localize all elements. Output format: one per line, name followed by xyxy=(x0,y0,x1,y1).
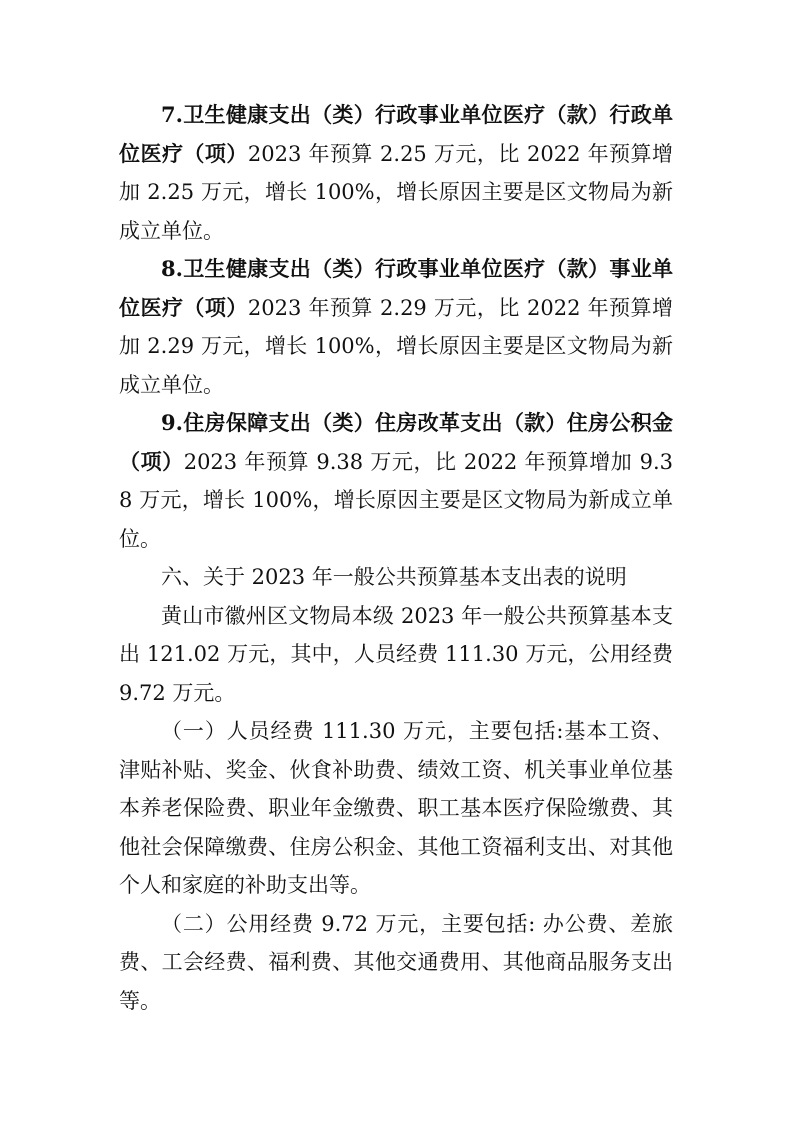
item-9-body: 2023 年预算 9.38 万元，比 2022 年预算增加 9.38 万元，增长 100%，增长原因主要是区文物局为新成立单位。 xyxy=(119,449,674,551)
item-8-paragraph xyxy=(119,250,673,404)
item-8-lead: 8.卫生健康支出（类）行政事业单位医疗（款）事业单位医疗（项） xyxy=(119,256,673,320)
item-9-lead: 9.住房保障支出（类）住房改革支出（款）住房公积金（项） xyxy=(119,410,673,474)
item-9-paragraph xyxy=(119,404,673,558)
public-expenses-paragraph: （二）公用经费 9.72 万元，主要包括: 办公费、差旅费、工会经费、福利费、其他交通费用、其他商品服务支出等。 xyxy=(119,911,673,1013)
section-six-heading: 六、关于 2023 年一般公共预算基本支出表的说明 xyxy=(161,565,627,589)
item-7-body: 2023 年预算 2.25 万元，比 2022 年预算增加 2.25 万元，增长 100%，增长原因主要是区文物局为新成立单位。 xyxy=(119,141,673,243)
item-8-body: 2023 年预算 2.29 万元，比 2022 年预算增加 2.29 万元，增长 100%，增长原因主要是区文物局为新成立单位。 xyxy=(119,295,673,397)
personnel-expenses-paragraph: （一）人员经费 111.30 万元，主要包括:基本工资、津贴补贴、奖金、伙食补助费、绩效工资、机关事业单位基本养老保险费、职业年金缴费、职工基本医疗保险缴费、其他社会保障缴费、住房公积金、其他工资福利支出、对其他个人和家庭的补助支出等。 xyxy=(119,719,673,897)
item-7-paragraph xyxy=(119,96,673,250)
basic-expenditure-summary: 黄山市徽州区文物局本级 2023 年一般公共预算基本支出 121.02 万元，其中，人员经费 111.30 万元，公用经费 9.72 万元。 xyxy=(119,603,673,705)
item-7-lead: 7.卫生健康支出（类）行政事业单位医疗（款）行政单位医疗（项） xyxy=(119,102,673,166)
